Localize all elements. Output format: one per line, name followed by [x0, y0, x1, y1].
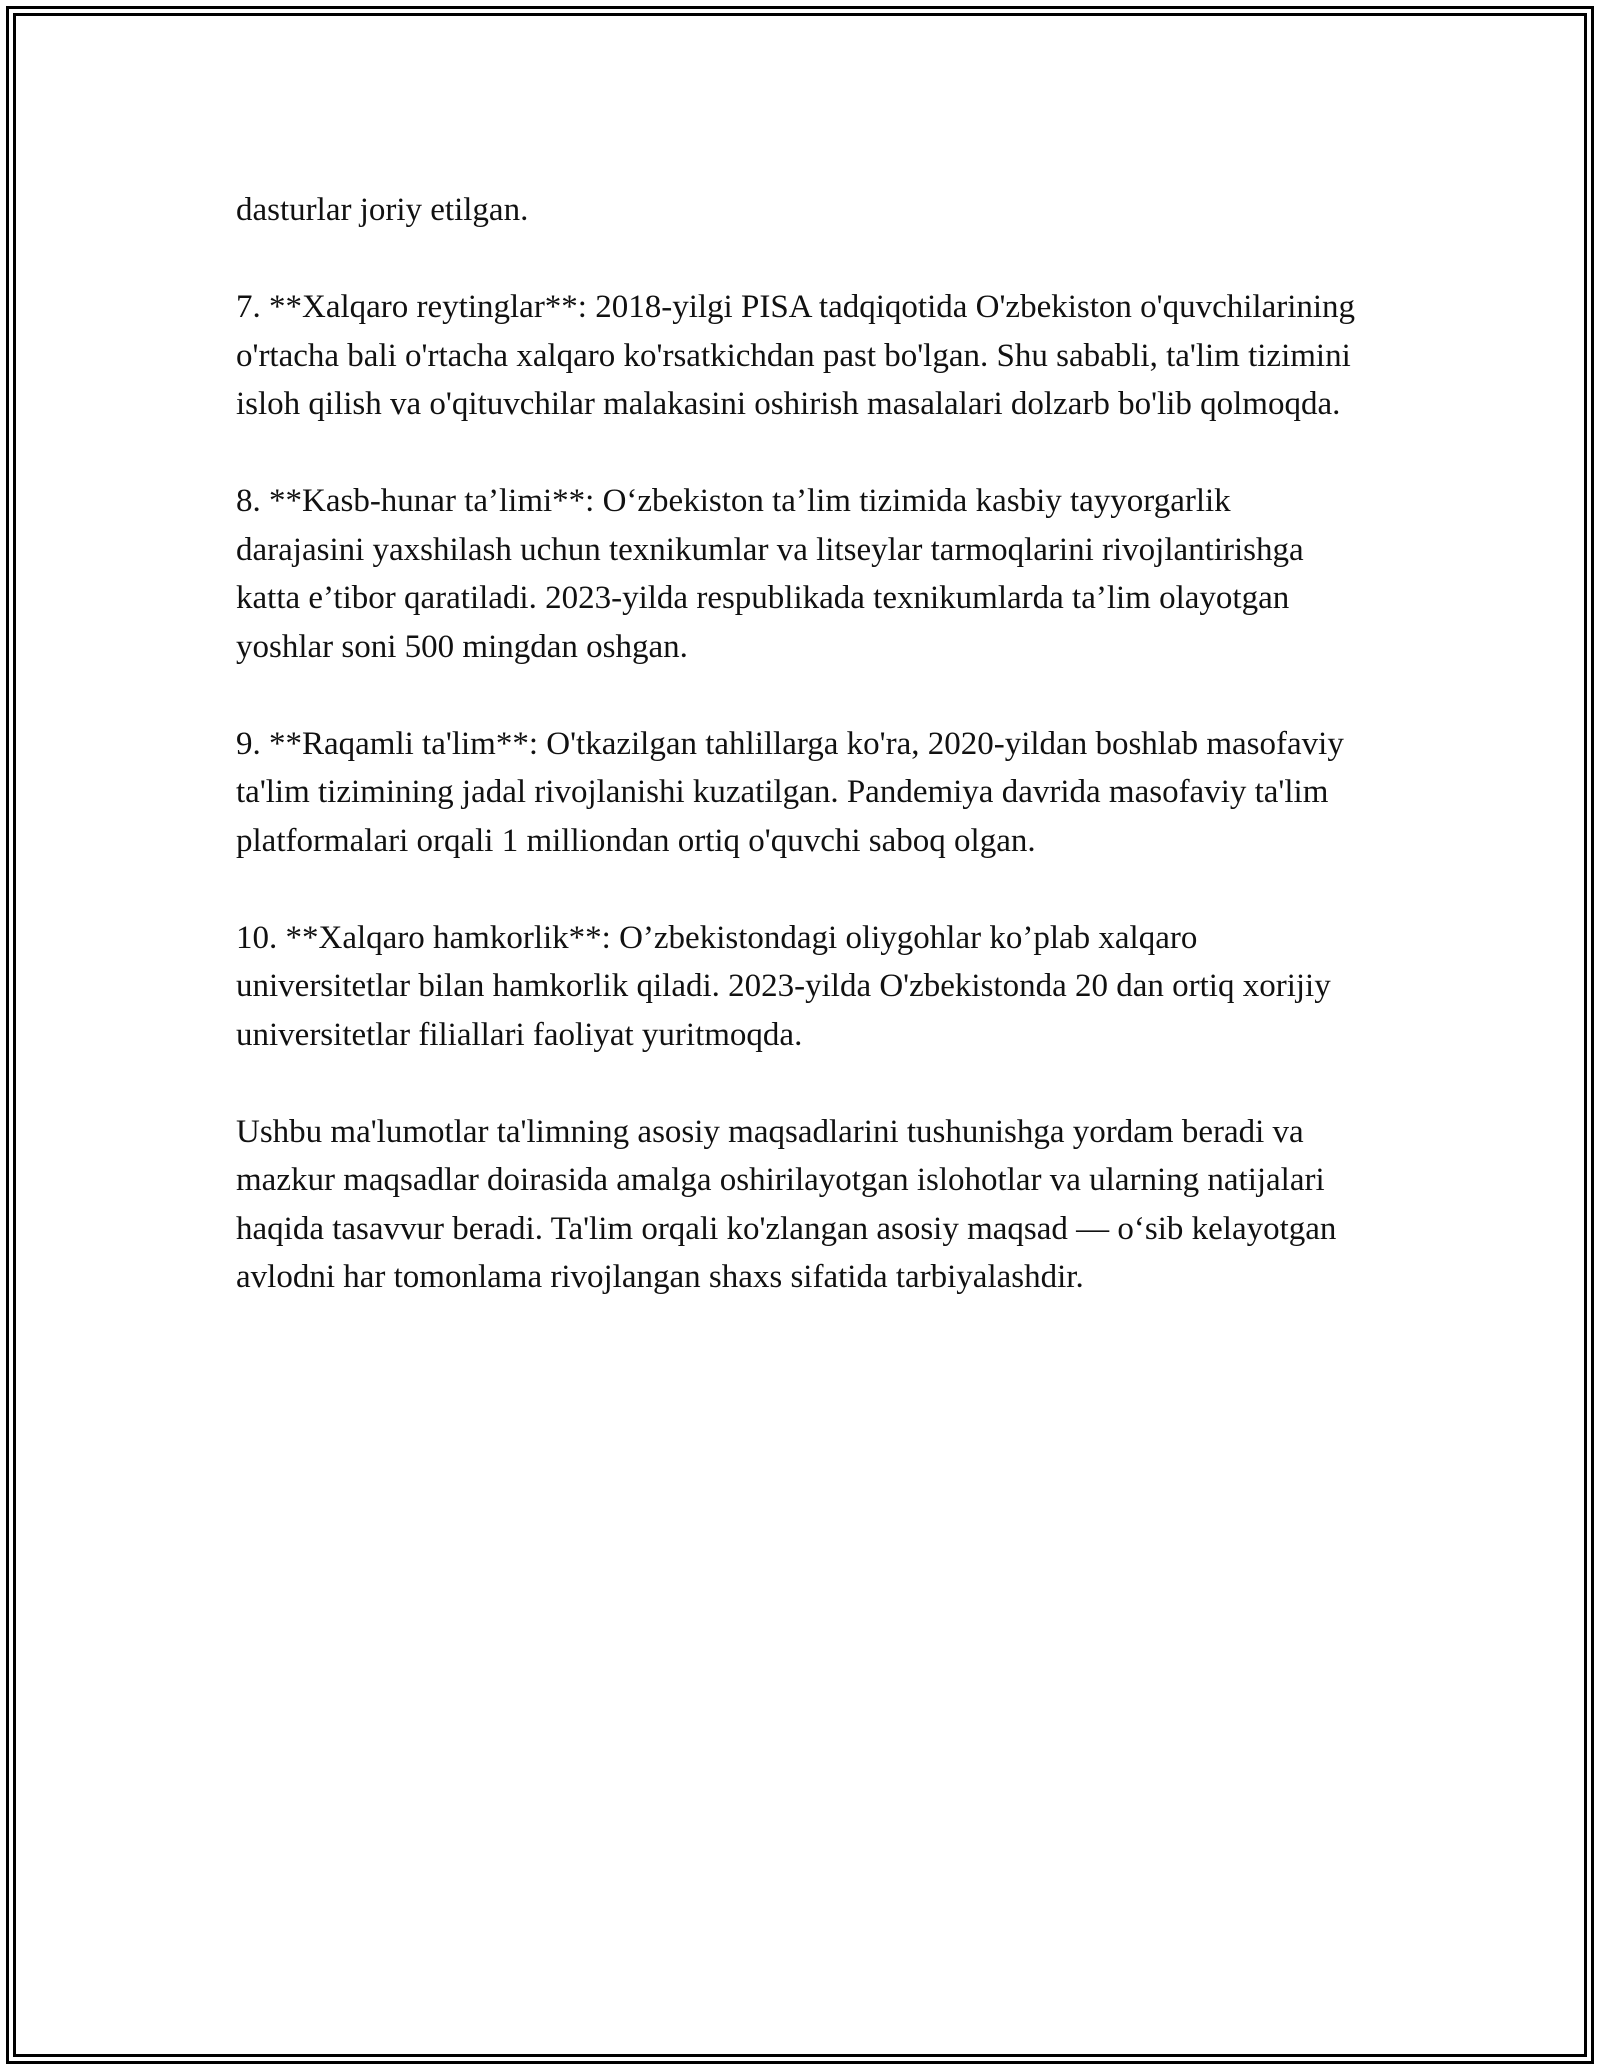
paragraph-conclusion: Ushbu ma'lumotlar ta'limning asosiy maqsadlarini tushunishga yordam beradi va mazkur maqsadlar doirasida amalga oshirilayotgan islohotlar va ularning natijalari haqida tasavvur beradi. Ta'lim orqali ko'zlangan asosiy maqsad — o‘sib kelayotgan avlodni har tomonlama rivojlangan shaxs sifatida tarbiyalashdir.	[236, 1113, 1337, 1295]
paragraph-item-8-vocational-education: 8. **Kasb-hunar ta’limi**: O‘zbekiston ta’lim tizimida kasbiy tayyorgarlik darajasini yaxshilash uchun texnikumlar va litseylar tarmoqlarini rivojlantirishga katta e’tibor qaratiladi. 2023-yilda respublikada texnikumlarda ta’lim olayotgan yoshlar soni 500 mingdan oshgan.	[236, 483, 1304, 665]
paragraph-continuation: dasturlar joriy etilgan.	[236, 192, 529, 228]
paragraph-item-10-international-cooperation: 10. **Xalqaro hamkorlik**: O’zbekistondagi oliygohlar ko’plab xalqaro universitetlar bilan hamkorlik qiladi. 2023-yilda O'zbekistonda 20 dan ortiq xorijiy universitetlar filiallari faoliyat yuritmoqda.	[236, 919, 1331, 1053]
document-body	[236, 186, 1366, 1302]
paragraph-item-9-digital-education: 9. **Raqamli ta'lim**: O'tkazilgan tahlillarga ko'ra, 2020-yildan boshlab masofaviy ta'lim tizimining jadal rivojlanishi kuzatilgan. Pandemiya davrida masofaviy ta'lim platformalari orqali 1 milliondan ortiq o'quvchi saboq olgan.	[236, 725, 1344, 859]
paragraph-item-7-international-ratings: 7. **Xalqaro reytinglar**: 2018-yilgi PISA tadqiqotida O'zbekiston o'quvchilarining o'rtacha bali o'rtacha xalqaro ko'rsatkichdan past bo'lgan. Shu sababli, ta'lim tizimini isloh qilish va o'qituvchilar malakasini oshirish masalalari dolzarb bo'lib qolmoqda.	[236, 289, 1356, 422]
